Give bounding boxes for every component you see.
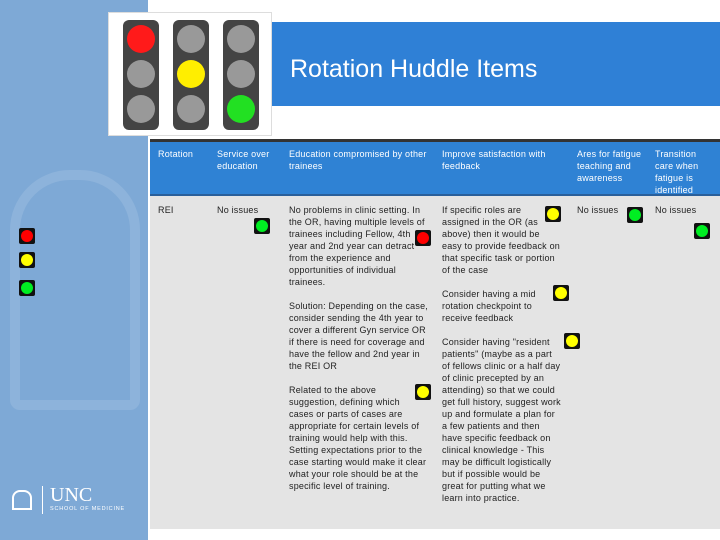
title-banner xyxy=(272,22,720,106)
cell-education-3: Related to the above suggestion, defining which cases or parts of cases are appropriate for certain levels of training would help with this. Setting expectations prior to the case starting would make it clear what your role should be at the specific level of training. xyxy=(289,385,427,491)
traffic-light-red xyxy=(123,20,159,130)
status-yellow-icon xyxy=(415,384,431,400)
legend-yellow-icon xyxy=(19,252,35,268)
header-service: Service over education xyxy=(217,149,270,171)
cell-transition: No issues xyxy=(655,205,697,215)
traffic-lights-image xyxy=(108,12,272,136)
header-fatigue: Ares for fatigue teaching and awareness xyxy=(577,149,642,183)
traffic-light-green xyxy=(223,20,259,130)
header-transition: Transition care when fatigue is identified xyxy=(655,149,699,195)
cell-feedback-2: Consider having a mid rotation checkpoint to receive feedback xyxy=(442,289,536,323)
cell-service: No issues xyxy=(217,205,259,215)
status-green-icon xyxy=(254,218,270,234)
status-yellow-icon xyxy=(553,285,569,301)
status-yellow-icon xyxy=(545,206,561,222)
table-header xyxy=(150,142,720,196)
cell-education-1: No problems in clinic setting. In the OR, having multiple levels of trainees including Fellow, 4th year and 2nd year can detract from the experience and opportunities of individual trainees. xyxy=(289,205,425,287)
cell-education-3-wrap xyxy=(289,384,431,492)
status-green-icon xyxy=(627,207,643,223)
header-feedback: Improve satisfaction with feedback xyxy=(442,149,546,171)
status-green-icon xyxy=(694,223,710,239)
cell-feedback-3: Consider having "resident patients" (maybe as a part of fellows clinic or a half day of clinic precepted by an attending) so that we could get full history, suggest work up and formulate a plan for a few patients and then have specific feedback on clinical knowledge - This may be difficult logistically but if possible would be great for putting what we learn into practice. xyxy=(442,337,561,503)
status-red-icon xyxy=(415,230,431,246)
huddle-table xyxy=(150,139,720,529)
legend-green-icon xyxy=(19,280,35,296)
page-title: Rotation Huddle Items xyxy=(290,55,538,83)
traffic-light-yellow xyxy=(173,20,209,130)
status-yellow-icon xyxy=(564,333,580,349)
cell-education-2: Solution: Depending on the case, consider sending the 4th year to cover a different Gyn service OR if there is need for coverage and have the fellow and 2nd year in the REI OR xyxy=(289,301,428,371)
header-rotation: Rotation xyxy=(158,149,194,159)
header-education: Education compromised by other trainees xyxy=(289,149,427,171)
legend-red-icon xyxy=(19,228,35,244)
cell-rotation: REI xyxy=(158,205,174,215)
cell-fatigue: No issues xyxy=(577,205,619,215)
cell-feedback-1: If specific roles are assigned in the OR (as above) then it would be easy to provide feedback on that specific task or portion of the case xyxy=(442,205,560,275)
